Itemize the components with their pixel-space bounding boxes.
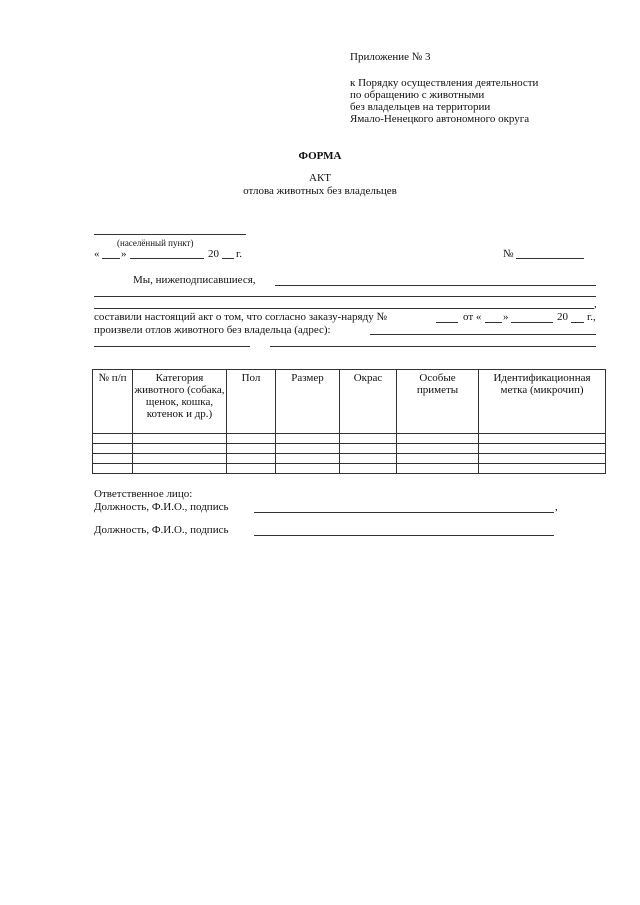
signed-intro: Мы, нижеподписавшиеся,	[133, 274, 256, 286]
compiled-text: составили настоящий акт о том, что согласно заказу-наряду №	[94, 311, 387, 323]
header-color: Окрас	[340, 370, 397, 434]
appendix-line-1: к Порядку осуществления деятельности	[350, 77, 539, 89]
signature-label-1: Должность, Ф.И.О., подпись	[94, 501, 229, 513]
act-number-field[interactable]	[516, 258, 584, 259]
animals-table	[92, 369, 606, 474]
table-header-row	[93, 370, 606, 434]
signature-field-2[interactable]	[254, 535, 554, 536]
order-number-field[interactable]	[436, 322, 458, 323]
performed-text: произвели отлов животного без владельца (адрес):	[94, 324, 331, 336]
header-marks: Особые приметы	[397, 370, 479, 434]
order-day-field[interactable]	[485, 322, 502, 323]
signature-comma: ,	[555, 501, 558, 513]
act-title: АКТ	[309, 172, 331, 184]
order-year-prefix: 20	[557, 311, 568, 323]
order-from-label: от «	[463, 311, 482, 323]
signature-label-2: Должность, Ф.И.О., подпись	[94, 524, 229, 536]
date-year-prefix: 20	[208, 248, 219, 260]
header-number: № п/п	[93, 370, 133, 434]
responsible-label: Ответственное лицо:	[94, 488, 193, 500]
date-year-suffix: г.	[236, 248, 243, 260]
order-quote-close: »	[503, 311, 509, 323]
header-size: Размер	[276, 370, 340, 434]
address-line-1[interactable]	[370, 334, 596, 335]
order-year-suffix: г.,	[587, 311, 596, 323]
table-row[interactable]	[93, 444, 606, 454]
appendix-line-4: Ямало-Ненецкого автономного округа	[350, 113, 530, 125]
appendix-number: Приложение № 3	[350, 51, 431, 63]
address-line-2a[interactable]	[94, 346, 250, 347]
order-year-field[interactable]	[571, 322, 584, 323]
table-row[interactable]	[93, 454, 606, 464]
header-sex: Пол	[227, 370, 276, 434]
date-month-field[interactable]	[130, 258, 204, 259]
participants-line-2[interactable]	[94, 296, 596, 297]
date-year-field[interactable]	[222, 258, 234, 259]
act-subtitle: отлова животных без владельцев	[243, 185, 397, 197]
signature-field-1[interactable]	[254, 512, 554, 513]
header-chip: Идентификационная метка (микрочип)	[479, 370, 606, 434]
date-open-quote: «	[94, 248, 100, 260]
participants-line-3[interactable]	[94, 308, 594, 309]
table-row[interactable]	[93, 464, 606, 474]
act-number-sign: №	[503, 248, 514, 260]
participants-line-1[interactable]	[275, 285, 596, 286]
order-month-field[interactable]	[511, 322, 553, 323]
participants-comma: ,	[594, 298, 597, 310]
settlement-line[interactable]	[94, 234, 246, 235]
appendix-line-2: по обращению с животными	[350, 89, 485, 101]
settlement-caption: (населённый пункт)	[117, 238, 194, 248]
address-line-2b[interactable]	[270, 346, 596, 347]
header-category: Категория животного (собака, щенок, кошка, котенок и др.)	[133, 370, 227, 434]
date-day-field[interactable]	[102, 258, 120, 259]
date-close-quote: »	[121, 248, 127, 260]
form-label: ФОРМА	[298, 150, 342, 162]
appendix-line-3: без владельцев на территории	[350, 101, 491, 113]
table-row[interactable]	[93, 434, 606, 444]
